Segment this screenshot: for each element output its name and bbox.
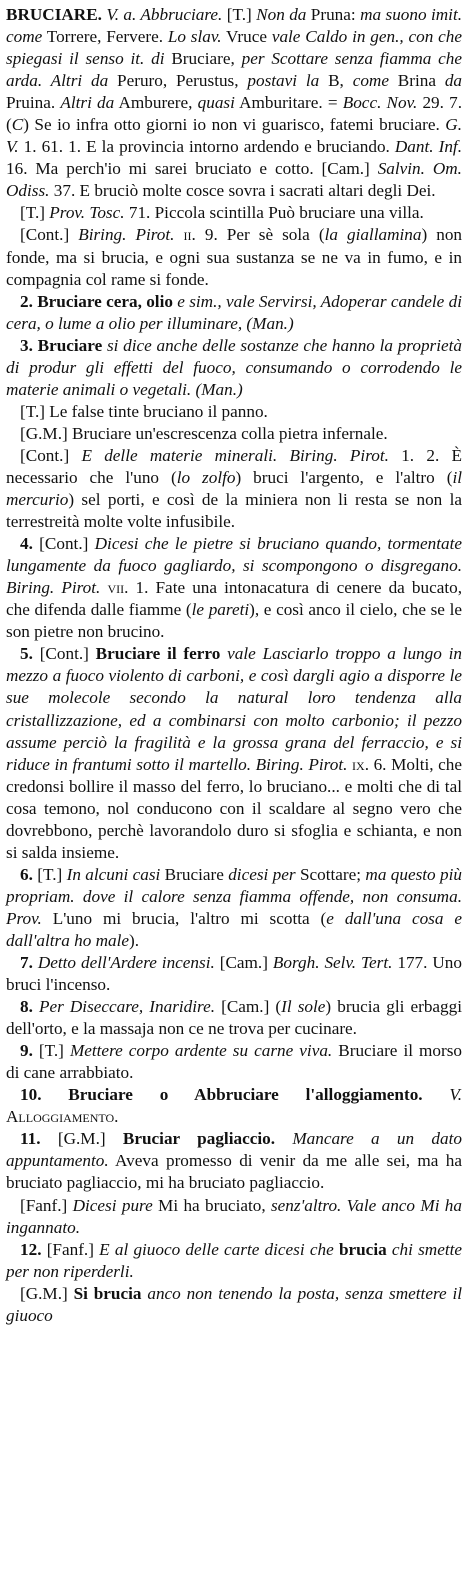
text-run: Mi ha ingannato. bbox=[6, 1195, 462, 1237]
text-run: Non da bbox=[256, 5, 307, 24]
text-run: ix bbox=[352, 754, 365, 774]
text-run: Dicesi che le pietre si bruciano quando, tormentate lungamente da fuoco gagliardo, si scompongono o disgregano. Biring. Pirot. bbox=[6, 534, 463, 598]
text-run: Mancare a un dato appuntamento. bbox=[6, 1129, 462, 1171]
text-run: G. V. bbox=[6, 115, 462, 157]
text-run: Amburere, bbox=[114, 93, 198, 113]
entry-sense-paragraph bbox=[6, 996, 462, 1040]
entry-sense-paragraph bbox=[6, 643, 462, 863]
text-run: Bruciar pagliaccio. bbox=[122, 1129, 275, 1149]
text-run: [T.] bbox=[32, 1041, 70, 1061]
text-run: ii bbox=[183, 225, 192, 245]
text-run: E delle materie minerali. Biring. Pirot. bbox=[81, 445, 389, 465]
text-run: Prov. Tosc. bbox=[49, 203, 125, 223]
text-run: vale Caldo in gen., con che spiegasi il senso it. di bbox=[6, 27, 463, 69]
text-run: [G.M.] bbox=[40, 1129, 123, 1149]
text-run: il mercurio bbox=[6, 467, 463, 510]
text-run: anco non tenendo la posta, senza smettere il giuoco bbox=[6, 1283, 463, 1325]
text-run: brucia bbox=[338, 1239, 387, 1259]
text-run: 16. Ma perch'io mi sarei bruciato e cotto. [Cam.] bbox=[6, 159, 378, 179]
text-run: V. a. Abbruciare. bbox=[106, 5, 223, 24]
text-run: ma suono imit. come bbox=[6, 5, 463, 47]
text-run: vii bbox=[107, 578, 125, 598]
text-run: Mi ha bruciato, bbox=[152, 1195, 271, 1215]
text-run: 6. bbox=[20, 864, 33, 884]
text-run: Torrere, Fervere. bbox=[42, 27, 168, 47]
entry-sense-paragraph bbox=[6, 1195, 462, 1239]
text-run: ) bruci l'argento, e l'altro ( bbox=[235, 467, 453, 487]
entry-headword-paragraph bbox=[6, 4, 462, 202]
text-run: Alloggiamento. bbox=[6, 1107, 119, 1127]
text-run: dicesi per bbox=[228, 864, 296, 884]
text-run: Bruciare, bbox=[164, 49, 242, 69]
text-run: chi smette per non riperderli. bbox=[6, 1239, 463, 1281]
text-run: Dant. Inf. bbox=[394, 137, 463, 157]
text-run: 10. Bruciare o Abbruciare l'alloggiamento. bbox=[20, 1085, 423, 1105]
text-run: Salvin. Om. Odiss. bbox=[6, 159, 462, 201]
text-run: da bbox=[444, 71, 462, 91]
text-run: [T.] bbox=[20, 203, 50, 223]
text-run: ) brucia gli erbaggi dell'orto, e la massaja non ce ne trova per cucinare. bbox=[6, 997, 463, 1039]
text-run: Il sole bbox=[281, 997, 326, 1017]
text-run: V. bbox=[449, 1085, 462, 1105]
text-run: . 9. Per sè sola ( bbox=[191, 225, 325, 245]
text-run: Bruciare il morso di cane arrabbiato. bbox=[6, 1041, 463, 1083]
text-run: BRUCIARE. bbox=[6, 5, 102, 24]
text-run: Biring. Pirot. bbox=[78, 225, 175, 245]
text-run: la giallamina bbox=[324, 225, 422, 245]
text-run: 12. bbox=[20, 1239, 42, 1259]
text-run: 9. bbox=[20, 1041, 33, 1061]
entry-sense-paragraph bbox=[6, 1283, 462, 1327]
text-run bbox=[174, 225, 183, 244]
text-run: ). bbox=[129, 930, 140, 950]
entry-sense-paragraph bbox=[6, 423, 462, 445]
text-run: e dall'una cosa e dall'altra ho male bbox=[6, 908, 462, 950]
text-run: vale Lasciarlo troppo a lungo in mezzo a fuoco violento di carboni, e così dargli agio a disporre le sue molecole secondo la natural loro tendenza alla cristallizzazione, ed a combinarsi con molto carbonio; il pezzo assume perciò la fragilità e la grossa grana del ferraccio, e si riduce in frantumi sotto il martello. Biring. Pirot. bbox=[6, 644, 463, 774]
text-run: Borgh. Selv. Tert. bbox=[272, 953, 393, 973]
entry-sense-paragraph bbox=[6, 291, 462, 335]
text-run: si dice anche delle sostanze che hanno la proprietà di produr gli effetti del fuoco, consumando o corrodendo le materie animali o vegetali. (Man.) bbox=[6, 335, 463, 399]
text-run: Lo slav. bbox=[167, 27, 222, 47]
text-run: C bbox=[11, 115, 24, 135]
entry-sense-paragraph bbox=[6, 952, 462, 996]
text-run: 7. bbox=[20, 953, 33, 973]
text-run: Pruna: bbox=[306, 5, 361, 24]
entry-sense-paragraph bbox=[6, 1084, 462, 1128]
text-run: [G.M.] bbox=[20, 1283, 74, 1303]
text-run: [Cont.] bbox=[32, 534, 95, 554]
text-run: ) sel porti, e così de la miniera non li resta se non la terrestreità molte volte infusibile. bbox=[6, 490, 462, 532]
text-run: L'uno mi brucia, l'altro mi scotta ( bbox=[41, 908, 327, 928]
text-run: B, bbox=[319, 71, 353, 91]
text-run: [Cont.] bbox=[32, 644, 96, 664]
text-run: e sim., vale Servirsi, Adoperar candele di cera, o lume a olio per illuminare, (Man.) bbox=[6, 291, 462, 333]
text-run: 177. Uno bruci l'incenso. bbox=[6, 953, 462, 995]
text-run: [Cam.] ( bbox=[215, 997, 282, 1017]
text-run: Scottare; bbox=[295, 864, 366, 884]
text-run: Bruciare bbox=[160, 864, 229, 884]
text-run: 8. bbox=[20, 997, 33, 1017]
text-run: ma questo più propriam. dove il calore senza fiamma offende, non consuma. Prov. bbox=[6, 864, 462, 928]
text-run: [T.] bbox=[222, 5, 257, 24]
text-run: Pruina. bbox=[6, 93, 61, 113]
text-run: E al giuoco delle carte dicesi che bbox=[99, 1239, 334, 1259]
text-run: . 6. Molti, che credonsi bollire il masso del ferro, lo bruciano... e molti che di tal cosa temono, nol conducono con il scaldare al segno vero che dovrebbono, perchè lavorandolo duro si sfoglia e schianta, e non si salda insieme. bbox=[6, 754, 463, 862]
text-run: ) Se io infra otto giorni io non vi guarisco, fatemi bruciare. bbox=[23, 115, 446, 135]
entry-sense-paragraph bbox=[6, 1128, 462, 1194]
text-run: 37. E bruciò molte cosce sovra i sacrati altari degli Dei. bbox=[49, 181, 436, 201]
text-run: lo zolfo bbox=[176, 467, 236, 487]
entry-sense-paragraph bbox=[6, 533, 462, 643]
text-run: 1. 2. È necessario che l'uno ( bbox=[6, 445, 462, 487]
text-run: Per Diseccare, Inaridire. bbox=[38, 997, 216, 1017]
text-run: Dicesi pure bbox=[72, 1195, 153, 1215]
entry-sense-paragraph bbox=[6, 401, 462, 423]
text-run: 3. Bruciare bbox=[20, 335, 103, 355]
text-run: Vruce bbox=[221, 27, 272, 47]
text-run: le pareti bbox=[191, 600, 250, 620]
text-run: [Fanf.] bbox=[20, 1195, 73, 1215]
text-run: 71. Piccola scintilla Può bruciare una villa. bbox=[124, 203, 424, 223]
text-run: Si brucia bbox=[73, 1283, 142, 1303]
text-run: 11. bbox=[20, 1129, 41, 1149]
text-run: Amburitare. = bbox=[234, 93, 343, 113]
entry-sense-paragraph bbox=[6, 445, 462, 533]
text-run: 2. Bruciare cera, olio bbox=[20, 291, 173, 311]
text-run: quasi bbox=[197, 93, 235, 113]
text-run: Detto dell'Ardere incensi. bbox=[37, 953, 215, 973]
text-run: [Cam.] bbox=[214, 953, 273, 973]
text-run: Brina bbox=[388, 71, 445, 91]
text-run: Mettere corpo ardente su carne viva. bbox=[69, 1041, 333, 1061]
text-run: [T.] Le false tinte bruciano il panno. bbox=[20, 401, 268, 421]
text-run: senz'altro. Vale anco bbox=[270, 1195, 416, 1215]
text-run: 1. 61. 1. E la provincia intorno ardendo e bruciando. bbox=[18, 137, 395, 157]
text-run: In alcuni casi bbox=[66, 864, 161, 884]
text-run: per Scottare senza fiamma che arda. Altri da bbox=[6, 49, 462, 91]
entry-sense-paragraph bbox=[6, 1040, 462, 1084]
entry-sense-paragraph bbox=[6, 864, 462, 952]
entry-sense-paragraph bbox=[6, 1239, 462, 1283]
text-run: Peruro, Perustus, bbox=[108, 71, 248, 91]
entry-sense-paragraph bbox=[6, 224, 462, 290]
text-run bbox=[423, 1085, 450, 1104]
text-run: [Cont.] bbox=[20, 225, 79, 245]
text-run: ) non fonde, ma si brucia, e ogni sua sustanza se ne va in fumo, e in compagnia col rame si fonde. bbox=[6, 225, 463, 289]
text-run: [G.M.] Bruciare un'escrescenza colla pietra infernale. bbox=[20, 423, 388, 443]
text-run: Aveva promesso di venir da me alle sei, ma ha bruciato pagliaccio, mi ha bruciato pagliaccio. bbox=[6, 1151, 462, 1193]
text-run: [Fanf.] bbox=[41, 1239, 100, 1259]
text-run: 29. 7. ( bbox=[6, 93, 463, 135]
text-run: 5. bbox=[20, 644, 33, 664]
entry-sense-paragraph bbox=[6, 202, 462, 224]
text-run bbox=[275, 1129, 292, 1148]
text-run: ), e così anco il cielo, che se le son pietre non brucino. bbox=[6, 600, 462, 642]
text-run: [T.] bbox=[32, 864, 67, 884]
text-run: Bruciare il ferro bbox=[95, 644, 221, 664]
text-run: Bocc. Nov. bbox=[342, 93, 418, 113]
text-run: postavi la bbox=[247, 71, 320, 91]
text-run: [Cont.] bbox=[20, 445, 82, 465]
text-run: 4. bbox=[20, 534, 33, 554]
entry-sense-paragraph bbox=[6, 335, 462, 401]
text-run: come bbox=[352, 71, 389, 91]
text-run: . 1. Fate una intonacatura di cenere da bucato, che difenda dalle fiamme ( bbox=[6, 578, 463, 620]
text-run: Altri da bbox=[60, 93, 115, 113]
